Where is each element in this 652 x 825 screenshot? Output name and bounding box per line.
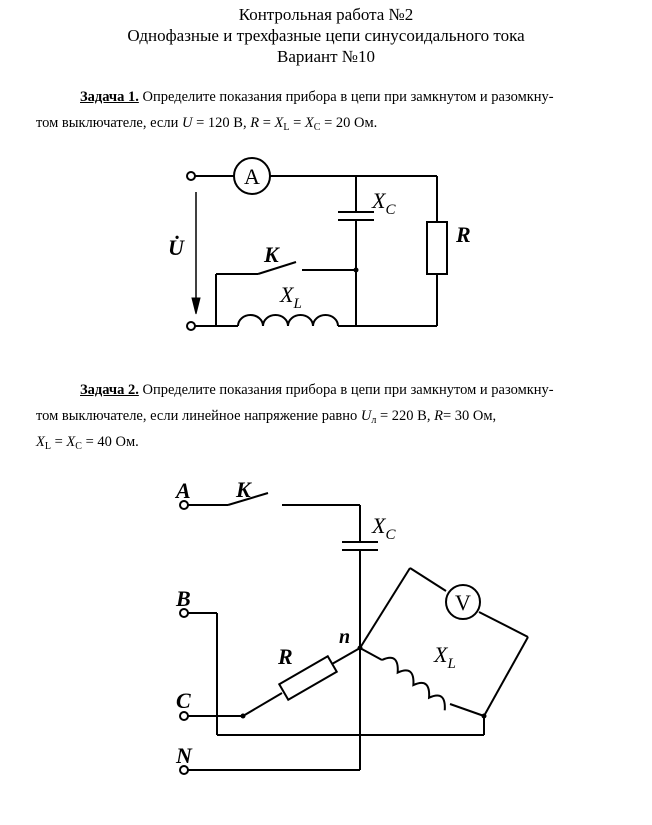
ul-value: = 220 В, (376, 408, 435, 424)
phase-c-label: C (176, 688, 191, 713)
terminal-top (187, 172, 195, 180)
phase-b-label: B (176, 586, 191, 611)
wire (479, 612, 528, 637)
var-xc-sub: C (313, 122, 321, 133)
r-label: R (456, 222, 471, 247)
junction-dot (482, 714, 487, 719)
task-2-text: Определите показания прибора в цепи при замкнутом и разомкну- (138, 382, 554, 398)
node-n-label: n (339, 626, 351, 648)
task-1-end: = 20 Ом. (320, 115, 378, 131)
neutral-label: N (176, 743, 192, 768)
task-2-text-b: том выключателе, если линейное напряжение равно (36, 408, 361, 424)
var-ul-sub: л (371, 415, 377, 426)
var-ul: U (360, 408, 372, 424)
ammeter-label: A (244, 164, 260, 189)
eq: = (289, 115, 305, 131)
task-1-label: Задача 1. (80, 89, 139, 105)
var-xc-sub: C (75, 441, 82, 452)
task-1-text-b: том выключателе, если (36, 115, 182, 131)
var-xc: X (66, 434, 76, 450)
junction-dot (354, 268, 359, 273)
var-xl-sub: L (44, 441, 51, 452)
wire (484, 637, 528, 716)
resistor (427, 222, 447, 274)
inductor (238, 315, 338, 326)
subtitle: Однофазные и трехфазные цепи синусоидального тока (127, 26, 525, 45)
switch-label: K (264, 242, 279, 267)
wire (360, 568, 410, 648)
var-xl-sub: L (283, 122, 290, 133)
variant: Вариант №10 (276, 47, 376, 66)
var-xl: X (274, 115, 284, 131)
xc-label: $X_C$ (372, 513, 396, 543)
wire (360, 648, 382, 660)
eq: = (259, 115, 275, 131)
title: Контрольная работа №2 (238, 5, 414, 24)
terminal-bottom (187, 322, 195, 330)
r-value: = 30 Ом, (442, 408, 497, 424)
voltmeter-label: V (455, 590, 471, 615)
u-value: = 120 В, (192, 115, 251, 131)
junction-dot (358, 646, 363, 651)
voltage-label: U̇ (168, 235, 184, 260)
var-r: R (434, 408, 443, 424)
r-label: R (278, 644, 293, 669)
task-2-label: Задача 2. (80, 382, 139, 398)
xl-label: $X_L$ (280, 282, 302, 312)
var-xc: X (304, 115, 314, 131)
circuit-2 (180, 493, 528, 774)
arrow-head (192, 298, 200, 314)
var-r: R (250, 115, 260, 131)
var-xl: X (36, 434, 45, 450)
var-u: U (181, 115, 193, 131)
circuit-1 (187, 158, 447, 330)
wire (332, 648, 360, 664)
xc-label: $X_C$ (372, 188, 396, 218)
switch-label: K (236, 477, 251, 502)
terminal-c (180, 712, 188, 720)
phase-a-label: A (176, 478, 191, 503)
eq: = (50, 434, 67, 450)
task-2-end: = 40 Ом. (81, 434, 139, 450)
xl-label: $X_L$ (434, 642, 456, 672)
wire (243, 693, 282, 716)
wire (410, 568, 446, 591)
junction-dot (241, 714, 246, 719)
task-1-text: Определите показания прибора в цепи при замкнутом и разомкну- (138, 89, 554, 105)
wire (450, 704, 484, 716)
